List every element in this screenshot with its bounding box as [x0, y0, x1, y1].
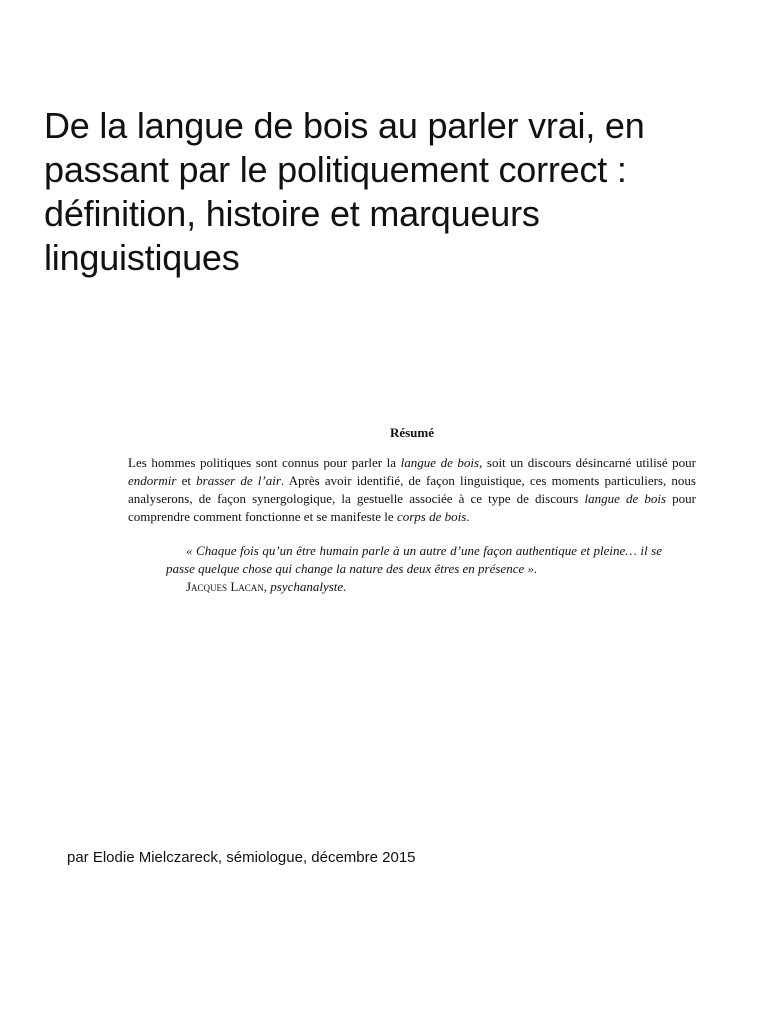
quote-author-role: psychanalyste.	[270, 579, 347, 594]
abstract-text-segment: . Après avoir identifié, de façon linguistique, ces moments particuliers, nous analyserons, de façon synergologique, la gestuelle associée à ce type de discours	[128, 473, 696, 506]
abstract-text	[128, 454, 696, 526]
abstract-heading: Résumé	[389, 425, 435, 440]
abstract-emphasis: endormir	[128, 473, 177, 488]
quote-author-separator: ,	[263, 579, 271, 594]
abstract-text-segment: , soit un discours désincarné utilisé pour	[479, 455, 696, 470]
quote-attribution	[186, 578, 696, 596]
abstract-emphasis: brasser de l’air	[196, 473, 281, 488]
quote-author-name: Jacques Lacan	[186, 579, 264, 594]
abstract-emphasis: corps de bois	[396, 509, 467, 524]
epigraph-quote: « Chaque fois qu’un être humain parle à un autre d’une façon authentique et pleine… il se passe quelque chose qui change la nature des deux êtres en présence ».	[166, 543, 662, 576]
abstract-text-segment: Les hommes politiques sont connus pour parler la	[128, 455, 401, 470]
abstract-text-segment: pour comprendre comment fonctionne et se manifeste le	[128, 491, 696, 524]
author-byline: par Elodie Mielczareck, sémiologue, décembre 2015	[67, 849, 416, 866]
abstract-section	[128, 424, 696, 596]
abstract-text-segment: .	[466, 509, 470, 524]
abstract-emphasis: langue de bois	[584, 491, 667, 506]
abstract-text-segment: et	[176, 473, 197, 488]
abstract-emphasis: langue de bois	[400, 455, 480, 470]
document-title: De la langue de bois au parler vrai, en passant par le politiquement correct : définition, histoire et marqueurs linguistiques	[44, 105, 645, 278]
